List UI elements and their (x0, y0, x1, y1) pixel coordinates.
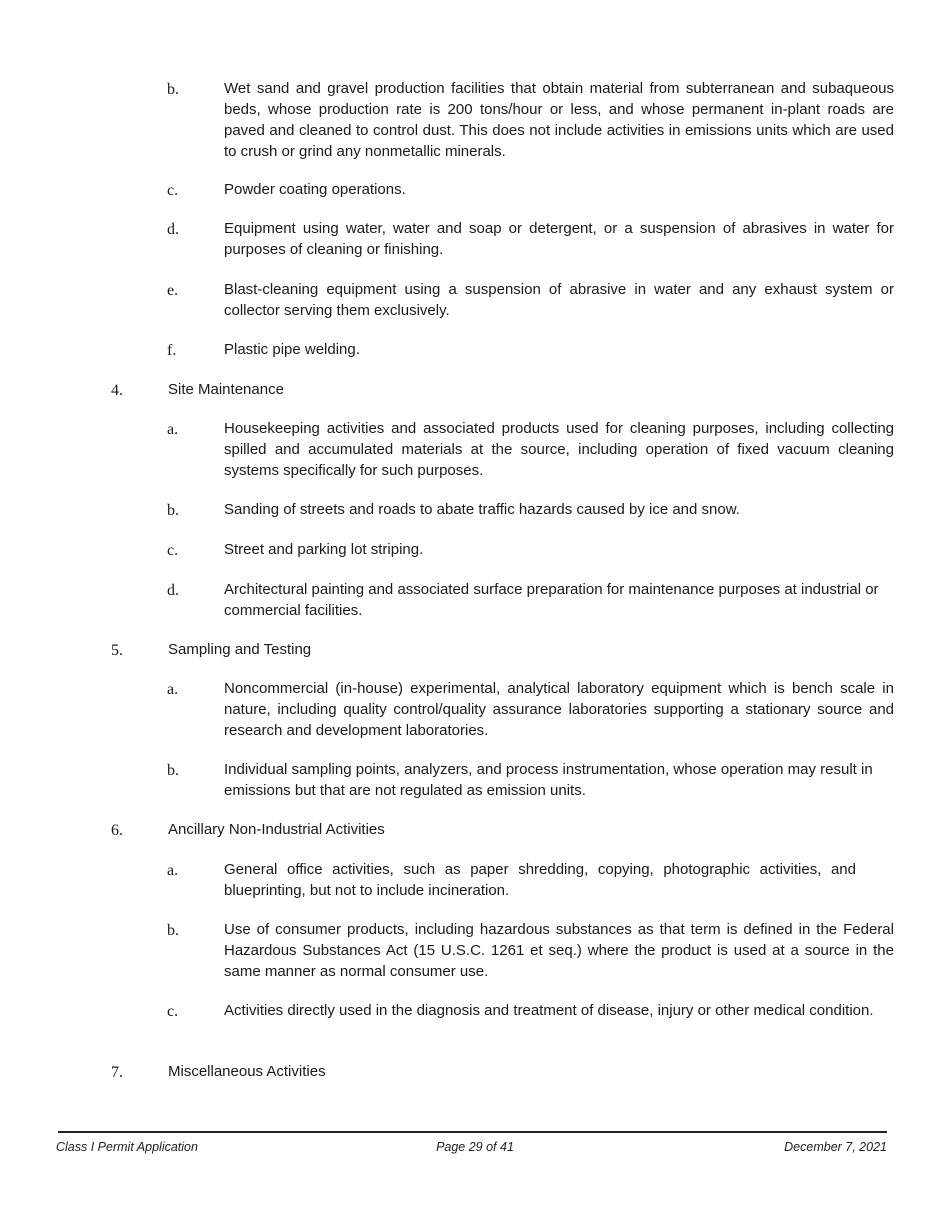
section-number: 6. (111, 822, 123, 839)
list-marker: a. (167, 421, 179, 438)
footer-rule (58, 1131, 887, 1133)
list-item-text: Architectural painting and associated surface preparation for maintenance purposes at industrial or commercial facilities. (224, 581, 879, 619)
list-item-text: Sanding of streets and roads to abate traffic hazards caused by ice and snow. (224, 501, 740, 518)
section-title: Sampling and Testing (168, 641, 312, 658)
list-item-text: General office activities, such as paper shredding, copying, photographic activities, and blueprinting, but not to include incineration. (224, 861, 856, 899)
section-number: 4. (111, 382, 123, 399)
list-marker: d. (167, 582, 179, 599)
list-item-text: Plastic pipe welding. (224, 341, 360, 358)
list-marker: b. (167, 922, 179, 939)
list-marker: c. (167, 1003, 179, 1020)
list-item-text: Individual sampling points, analyzers, and process instrumentation, whose operation may result in emissions but that are not regulated as emission units. (224, 761, 873, 799)
list-item-text: Activities directly used in the diagnosis and treatment of disease, injury or other medical condition. (224, 1002, 874, 1019)
footer-date: December 7, 2021 (784, 1140, 887, 1154)
list-marker: c. (167, 542, 179, 559)
section-title: Site Maintenance (168, 381, 284, 398)
list-marker: f. (167, 342, 177, 359)
footer-page-number: Page 29 of 41 (436, 1140, 514, 1154)
footer-document-title: Class I Permit Application (56, 1140, 198, 1154)
list-item-text: Equipment using water, water and soap or detergent, or a suspension of abrasives in water for purposes of cleaning or finishing. (224, 220, 894, 258)
list-item-text: Wet sand and gravel production facilities that obtain material from subterranean and subaqueous beds, whose production rate is 200 tons/hour or less, and whose permanent in-plant roads are paved and cleaned to control dust. This does not include activities in emissions units which are used to crush or grind any nonmetallic minerals. (224, 80, 894, 160)
section-title: Miscellaneous Activities (168, 1063, 326, 1080)
list-item-text: Blast-cleaning equipment using a suspension of abrasive in water and any exhaust system or collector serving them exclusively. (224, 281, 894, 319)
list-item-text: Powder coating operations. (224, 181, 406, 198)
section-number: 7. (111, 1064, 123, 1081)
list-item-text: Housekeeping activities and associated products used for cleaning purposes, including collecting spilled and accumulated materials at the source, including operation of fixed vacuum cleaning systems specifically for such purposes. (224, 420, 894, 479)
list-marker: b. (167, 81, 179, 98)
list-marker: e. (167, 282, 179, 299)
list-marker: c. (167, 182, 179, 199)
section-title: Ancillary Non-Industrial Activities (168, 821, 385, 838)
list-item-text: Use of consumer products, including hazardous substances as that term is defined in the Federal Hazardous Substances Act (15 U.S.C. 1261 et seq.) where the product is used at a source in the same manner as normal consumer use. (224, 921, 894, 980)
list-marker: b. (167, 502, 179, 519)
list-marker: a. (167, 862, 179, 879)
list-item-text: Street and parking lot striping. (224, 541, 424, 558)
list-marker: d. (167, 221, 179, 238)
section-number: 5. (111, 642, 123, 659)
list-marker: b. (167, 762, 179, 779)
list-marker: a. (167, 681, 179, 698)
list-item-text: Noncommercial (in-house) experimental, analytical laboratory equipment which is bench scale in nature, including quality control/quality assurance laboratories supporting a stationary source and research and development laboratories. (224, 680, 894, 739)
